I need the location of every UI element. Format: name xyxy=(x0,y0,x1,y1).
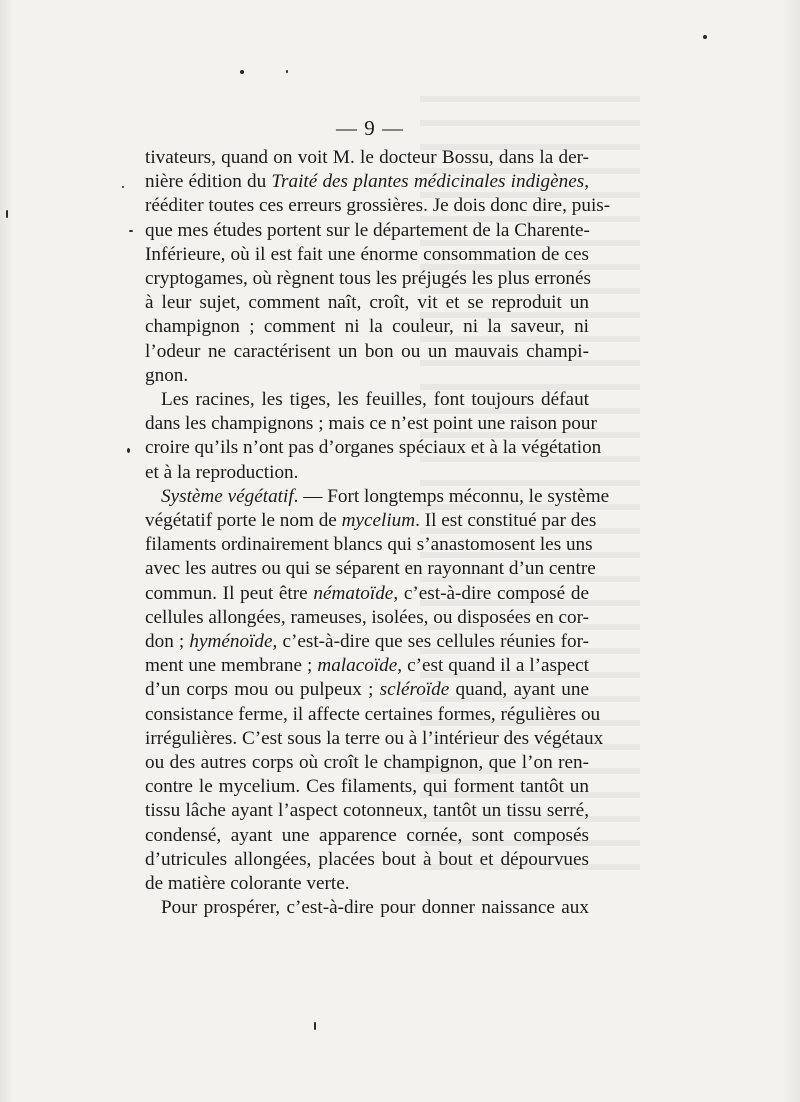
page-number-header: — 9 — xyxy=(336,116,404,140)
page-edge-shadow-left xyxy=(0,0,14,1102)
text-line: cellules allongées, rameuses, isolées, ou disposées en cor- xyxy=(145,606,589,628)
paper-speck xyxy=(6,210,8,218)
paper-speck xyxy=(240,70,244,74)
text-line: cryptogames, où règnent tous les préjugés les plus erronés xyxy=(145,268,591,290)
text-line: de matière colorante verte. xyxy=(145,873,350,895)
text-line: commun. Il peut être nématoïde, c’est-à-dire composé de xyxy=(145,582,589,604)
text-line: champignon ; comment ni la couleur, ni la saveur, ni xyxy=(145,316,589,338)
text-line: d’un corps mou ou pulpeux ; scléroïde quand, ayant une xyxy=(145,679,589,701)
paper-speck xyxy=(127,448,130,453)
text-line: irrégulières. C’est sous la terre ou à l’intérieur des végétaux xyxy=(145,727,604,749)
body-text xyxy=(145,146,611,921)
italic-term: mycelium xyxy=(341,510,416,532)
text-line: Les racines, les tiges, les feuilles, font toujours défaut xyxy=(161,389,589,411)
text-line: avec les autres ou qui se séparent en rayonnant d’un centre xyxy=(145,558,596,580)
italic-term: hyménoïde xyxy=(189,631,273,653)
paper-speck xyxy=(314,1022,316,1030)
text-line: rééditer toutes ces erreurs grossières. Je dois donc dire, puis- xyxy=(145,195,611,217)
text-line: à leur sujet, comment naît, croît, vit et se reproduit un xyxy=(145,292,589,314)
text-line: contre le mycelium. Ces filaments, qui forment tantôt un xyxy=(145,776,589,798)
text-line: tissu lâche ayant l’aspect cotonneux, tantôt un tissu serré, xyxy=(145,800,589,822)
text-line: don ; hyménoïde, c’est-à-dire que ses cellules réunies for- xyxy=(145,631,589,653)
text-line: Inférieure, où il est fait une énorme consommation de ces xyxy=(145,243,589,265)
text-line: que mes études portent sur le département de la Charente- xyxy=(145,219,590,241)
text-line: tivateurs, quand on voit M. le docteur Bossu, dans la der- xyxy=(145,147,589,168)
paper-speck xyxy=(703,35,707,39)
text-line: condensé, ayant une apparence cornée, sont composés xyxy=(145,824,589,846)
section-heading: Système végétatif xyxy=(161,485,294,507)
text-line: ment une membrane ; malacoïde, c’est quand il a l’aspect xyxy=(145,655,589,677)
italic-term: malacoïde xyxy=(317,655,398,677)
italic-term: scléroïde xyxy=(379,679,450,701)
page-edge-shadow-right xyxy=(782,0,800,1102)
paper-speck xyxy=(286,70,288,73)
text-line: et à la reproduction. xyxy=(145,461,299,483)
text-line: d’utricules allongées, placées bout à bout et dépourvues xyxy=(145,848,589,870)
italic-title: Traité des plantes médicinales indigènes xyxy=(271,171,585,193)
text-line: l’odeur ne caractérisent un bon ou un mauvais champi- xyxy=(145,340,589,362)
text-line: dans les champignons ; mais ce n’est point une raison pour xyxy=(145,413,597,435)
text-line: végétatif porte le nom de mycelium. Il est constitué par des xyxy=(145,510,597,532)
text-line: consistance ferme, il affecte certaines formes, régulières ou xyxy=(145,703,601,725)
italic-term: nématoïde xyxy=(313,582,394,604)
text-line: Système végétatif. — Fort longtemps méconnu, le système xyxy=(161,485,610,507)
text-line: ou des autres corps où croît le champignon, que l’on ren- xyxy=(145,752,589,774)
text-line: nière édition du Traité des plantes médicinales indigènes, xyxy=(145,171,589,193)
paper-speck xyxy=(129,230,133,232)
paper-speck xyxy=(122,186,124,188)
text-line: Pour prospérer, c’est-à-dire pour donner naissance aux xyxy=(161,897,589,919)
text-line: croire qu’ils n’ont pas d’organes spéciaux et à la végétation xyxy=(145,437,602,459)
text-line: filaments ordinairement blancs qui s’anastomosent les uns xyxy=(145,534,593,556)
text-line: gnon. xyxy=(145,364,189,386)
